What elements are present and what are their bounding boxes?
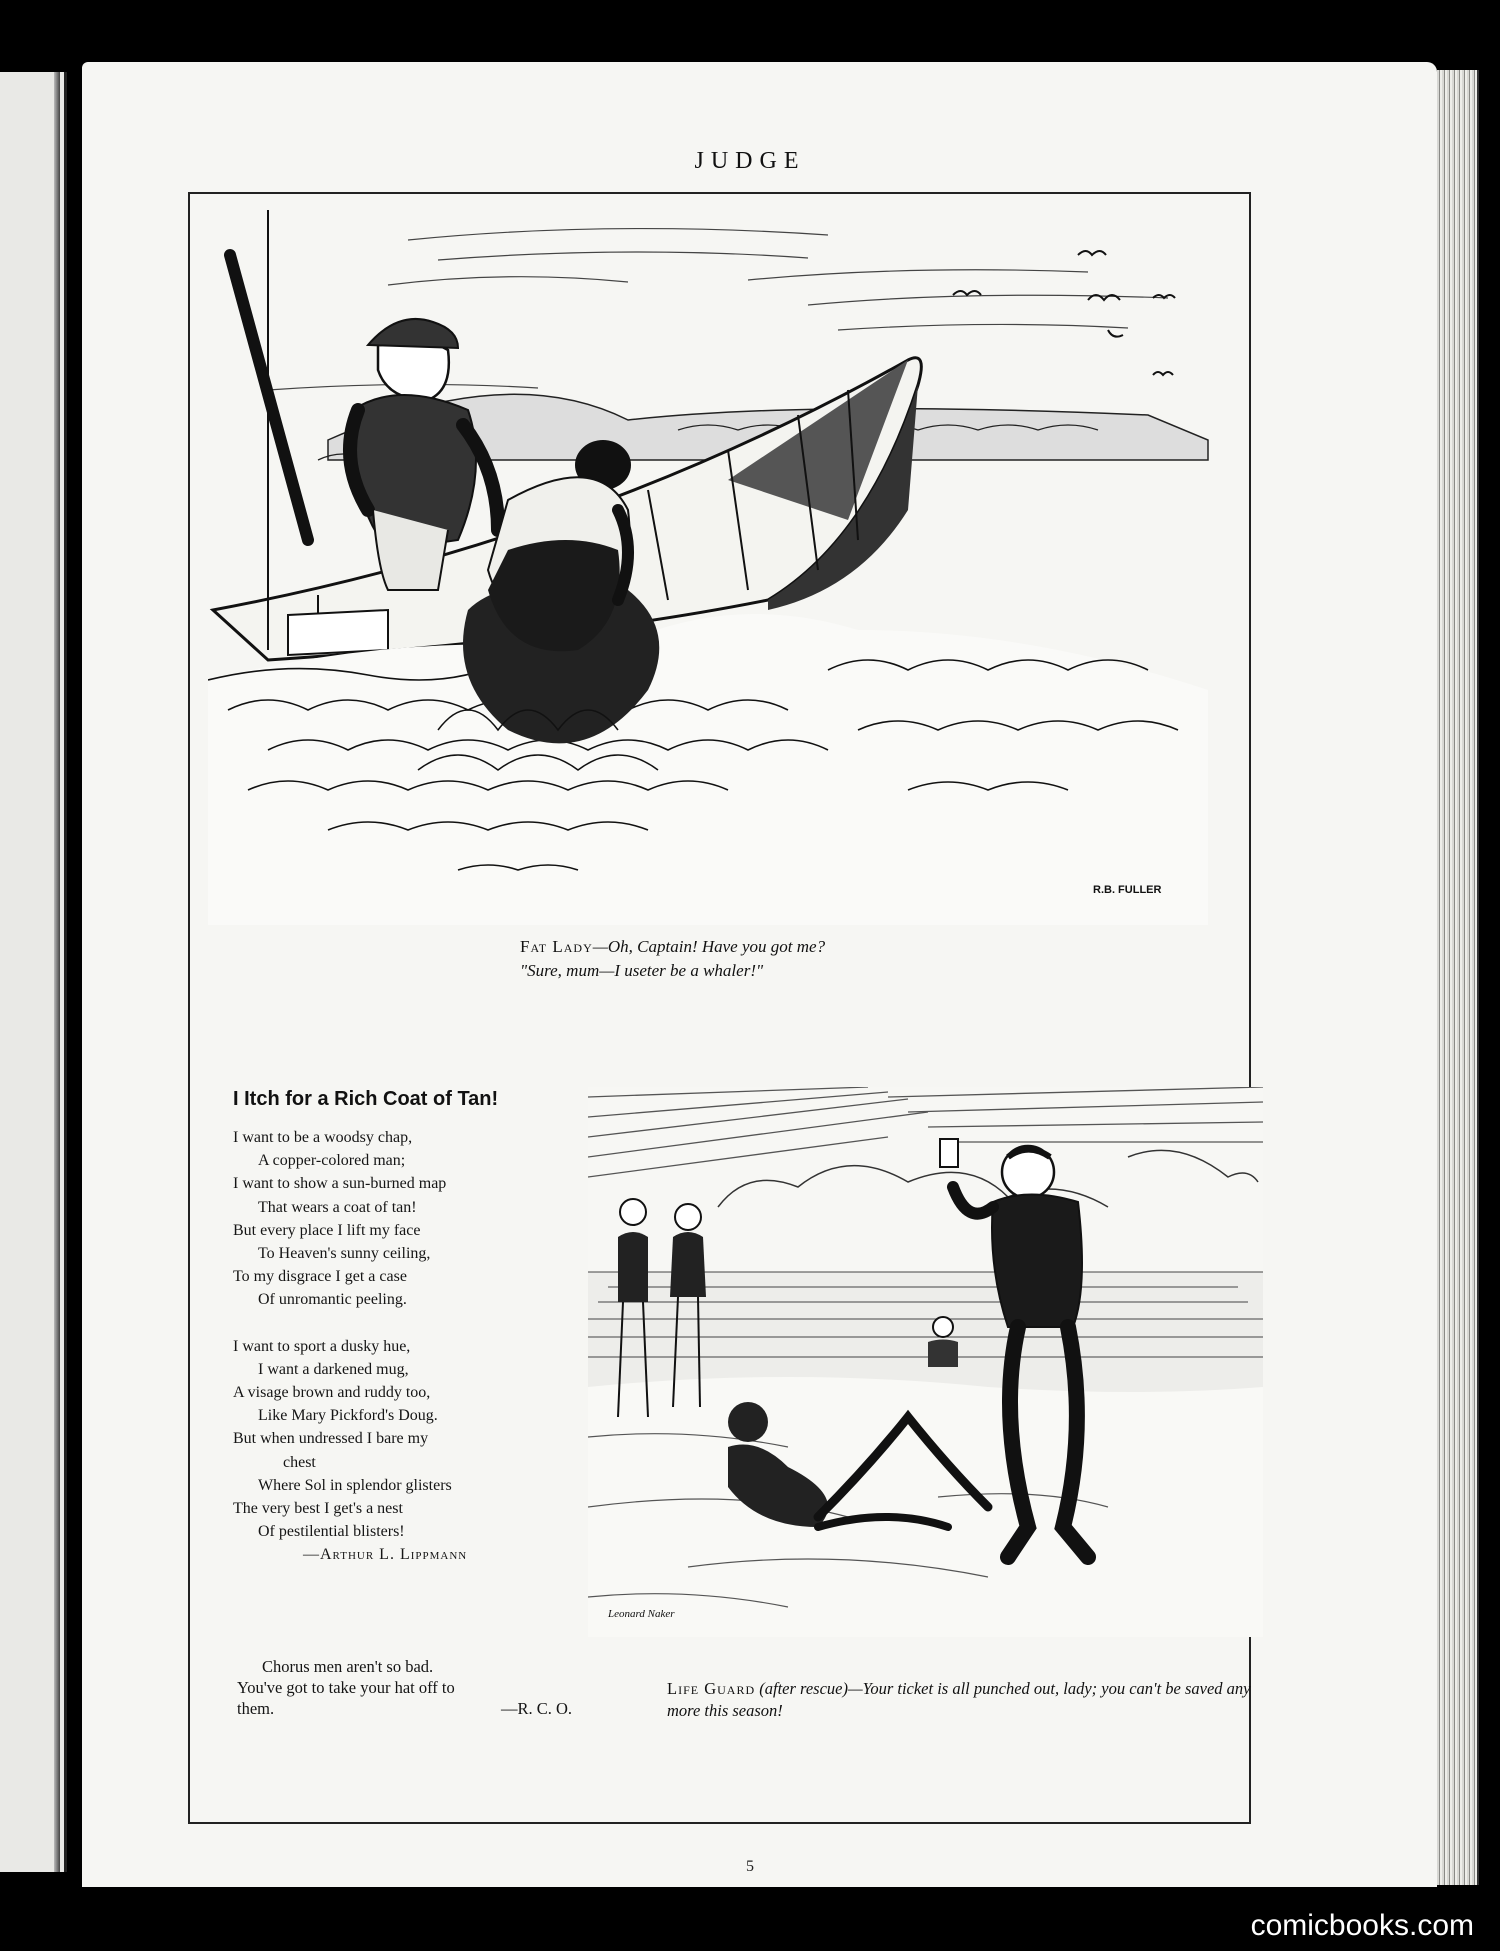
poem-line: Of pestilential blisters! (258, 1523, 405, 1541)
swimmer (928, 1317, 958, 1367)
top-caption-line1: Oh, Captain! Have you got me? (607, 937, 826, 956)
poem-line: I want to show a sun-burned map (233, 1175, 447, 1193)
bottom-caption-text: —Your ticket is all punched out, lady; you can't be saved any more this season! (667, 1679, 1251, 1720)
bottom-caption-aside: (after rescue) (759, 1679, 848, 1698)
quip-line: them. (237, 1699, 275, 1718)
poem-title: I Itch for a Rich Coat of Tan! (233, 1088, 499, 1110)
poem-body (233, 1126, 573, 1567)
stanza-break (233, 1312, 573, 1335)
watermark: comicbooks.com (1250, 1909, 1474, 1942)
quip-line: You've got to take your hat off to (237, 1678, 455, 1697)
top-caption-line2: "Sure, mum—I useter be a whaler!" (520, 961, 764, 980)
poem-line: To Heaven's sunny ceiling, (258, 1245, 431, 1263)
quip-author: —R. C. O. (500, 1699, 572, 1718)
bottom-caption-speaker: Life Guard (667, 1679, 756, 1698)
top-caption-speaker: Fat Lady (520, 937, 593, 956)
top-caption-dash: — (592, 937, 608, 956)
poem-line: A visage brown and ruddy too, (233, 1384, 431, 1402)
quip-text (237, 1656, 572, 1719)
quip-line: Chorus men aren't so bad. (262, 1657, 434, 1676)
ticket (940, 1139, 958, 1167)
poem-line: A copper-colored man; (258, 1152, 406, 1170)
boat-cartoon-illustration (208, 210, 1228, 925)
poem-line: I want to sport a dusky hue, (233, 1337, 411, 1355)
top-cartoon-signature: R.B. FULLER (1093, 884, 1162, 896)
bottom-cartoon-signature: Leonard Naker (608, 1608, 675, 1620)
poem-line: Of unromantic peeling. (258, 1291, 407, 1309)
poem-line: I want a darkened mug, (258, 1360, 409, 1378)
poem-line: But every place I lift my face (233, 1221, 421, 1239)
facing-page-edge (0, 72, 67, 1872)
bottom-cartoon-caption (667, 1678, 1277, 1722)
poem-line: That wears a coat of tan! (258, 1198, 417, 1216)
poem-line: Like Mary Pickford's Doug. (258, 1407, 438, 1425)
beach-cartoon-illustration (588, 1087, 1263, 1637)
page-stack-edge (1437, 70, 1479, 1885)
poem-line: I want to be a woodsy chap, (233, 1129, 413, 1146)
poem-line: chest (283, 1453, 316, 1471)
poem-line: But when undressed I bare my (233, 1430, 429, 1448)
masthead: JUDGE (694, 148, 806, 174)
poem-line: The very best I get's a nest (233, 1500, 403, 1518)
poem-line: Where Sol in splendor glisters (258, 1476, 452, 1494)
poem-author: —Arthur L. Lippmann (303, 1546, 468, 1564)
page-number: 5 (746, 1858, 754, 1875)
top-cartoon-caption (520, 935, 1020, 983)
poem-line: To my disgrace I get a case (233, 1268, 407, 1286)
